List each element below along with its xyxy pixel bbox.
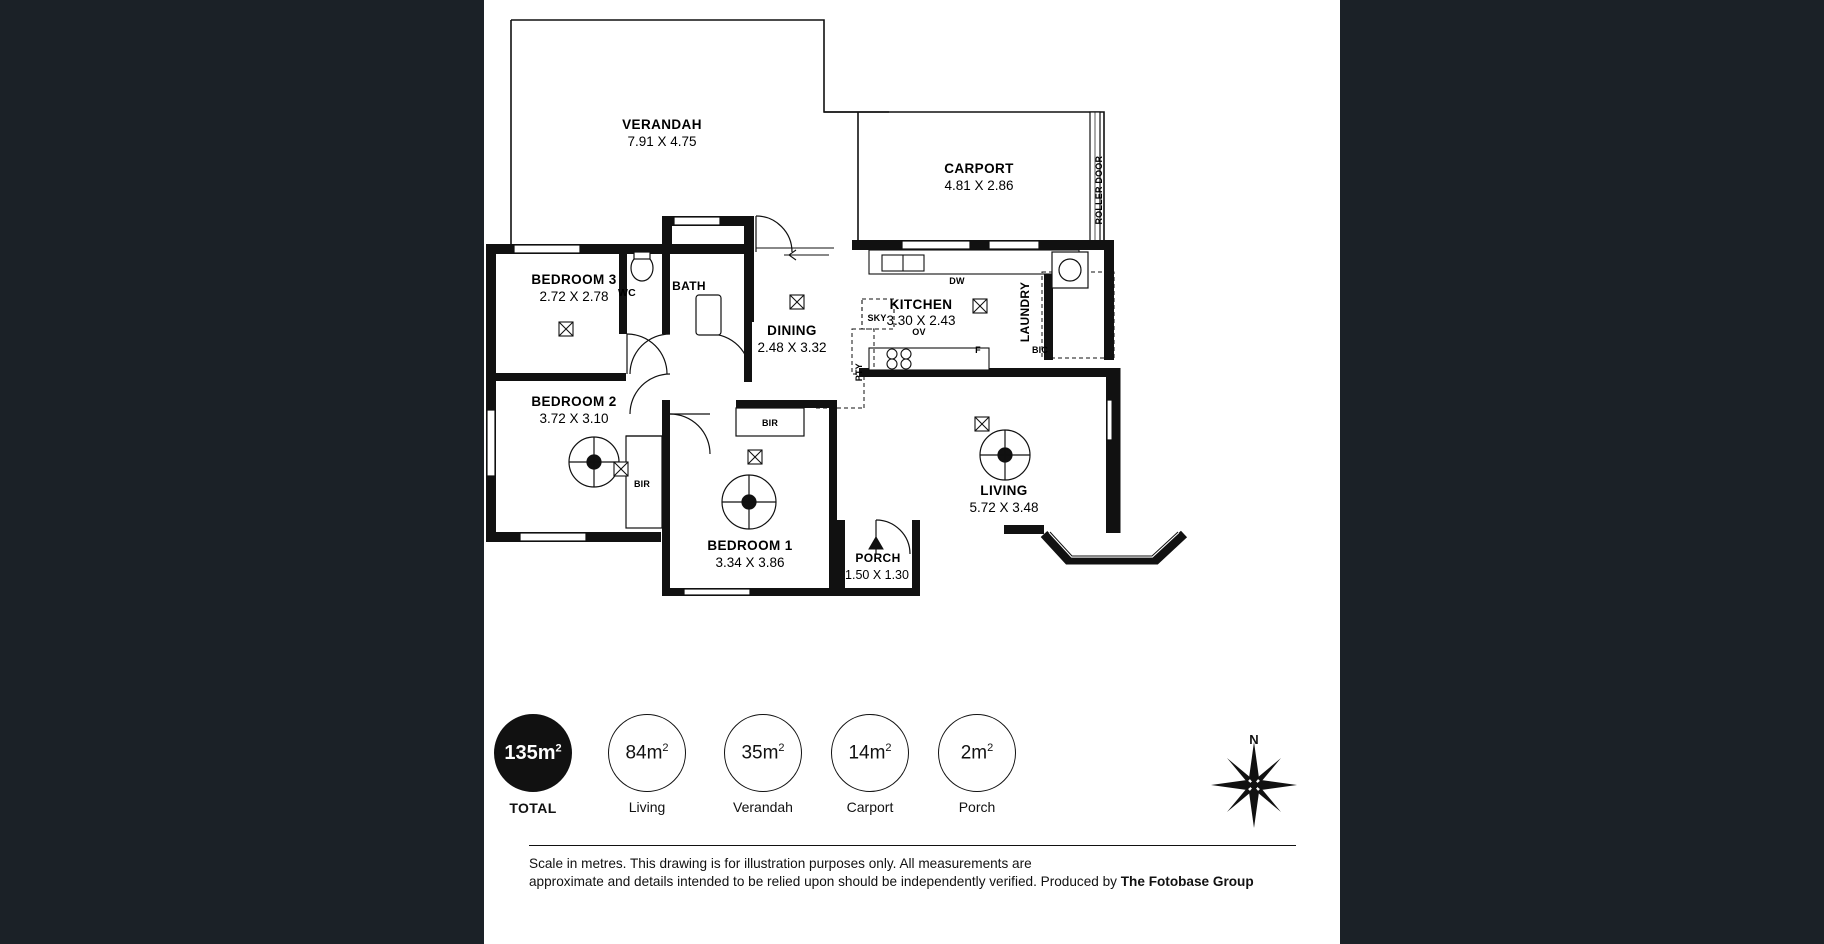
annotation-bir-left: BIR xyxy=(633,479,651,489)
area-badge-porch xyxy=(938,714,1016,792)
room-label-porch: PORCH xyxy=(855,551,901,565)
annotation-roller-door: ROLLER DOOR xyxy=(1093,155,1104,225)
area-value-living: 84m xyxy=(625,742,663,764)
area-badge-living xyxy=(608,714,686,792)
svg-text:N: N xyxy=(1249,732,1259,747)
area-badge-carport xyxy=(831,714,909,792)
area-caption-verandah: Verandah xyxy=(733,799,793,815)
footer-company: The Fotobase Group xyxy=(1120,873,1254,889)
room-label-verandah: VERANDAH xyxy=(622,117,702,132)
footer-produced-by: Produced by xyxy=(1040,873,1121,889)
room-dim-kitchen: 3.30 X 2.43 xyxy=(886,313,956,328)
annotation-pty: PTY xyxy=(853,363,864,382)
area-caption-porch: Porch xyxy=(958,799,996,815)
area-caption-total: TOTAL xyxy=(509,800,557,816)
annotation-dw: DW xyxy=(949,276,965,286)
footer-line-1: Scale in metres. This drawing is for illustration purposes only. All measurements are xyxy=(529,856,1032,871)
area-sup-verandah: 2 xyxy=(778,741,785,754)
area-value-living-wrap xyxy=(625,742,668,764)
room-dim-verandah: 7.91 X 4.75 xyxy=(627,134,697,149)
area-sup-living: 2 xyxy=(662,741,669,754)
room-label-bedroom1: BEDROOM 1 xyxy=(707,538,793,553)
floor-plan-sheet xyxy=(484,0,1340,944)
area-sup-carport: 2 xyxy=(885,741,892,754)
area-badge-verandah xyxy=(724,714,802,792)
room-label-bedroom2: BEDROOM 2 xyxy=(531,394,617,409)
area-caption-carport: Carport xyxy=(846,799,894,815)
room-label-kitchen: KITCHEN xyxy=(889,297,953,312)
room-dim-porch: 1.50 X 1.30 xyxy=(845,568,909,582)
room-label-carport: CARPORT xyxy=(944,161,1014,176)
annotation-bic: BIC xyxy=(1031,345,1049,355)
area-badge-total xyxy=(494,714,572,792)
room-label-bedroom3: BEDROOM 3 xyxy=(531,272,617,287)
room-label-bath: BATH xyxy=(672,279,706,293)
room-dim-bedroom1: 3.34 X 3.86 xyxy=(715,555,785,570)
footer-divider xyxy=(529,845,1296,846)
room-dim-dining: 2.48 X 3.32 xyxy=(757,340,827,355)
room-dim-bedroom3: 2.72 X 2.78 xyxy=(539,289,609,304)
room-dim-living: 5.72 X 3.48 xyxy=(969,500,1039,515)
area-value-carport: 14m xyxy=(848,742,886,764)
area-value-porch: 2m xyxy=(960,742,988,764)
footer-disclaimer xyxy=(529,855,1319,891)
compass-rose-icon xyxy=(1199,730,1309,840)
area-sup-total: 2 xyxy=(555,741,562,754)
room-label-laundry: LAUNDRY xyxy=(1018,281,1033,343)
area-value-total: 135m xyxy=(504,741,556,764)
area-sup-porch: 2 xyxy=(987,741,994,754)
room-label-dining: DINING xyxy=(767,323,817,338)
annotation-sky: SKY xyxy=(867,313,887,323)
annotation-ov: OV xyxy=(912,327,926,337)
room-dim-bedroom2: 3.72 X 3.10 xyxy=(539,411,609,426)
room-label-living: LIVING xyxy=(980,483,1028,498)
room-label-wc: WC xyxy=(617,287,637,299)
footer-line-2: approximate and details intended to be relied upon should be independently verified. xyxy=(529,873,1041,889)
area-value-verandah: 35m xyxy=(741,742,779,764)
annotation-bir-right: BIR xyxy=(761,418,779,428)
area-caption-living: Living xyxy=(628,799,666,815)
footer-line-2-wrap xyxy=(529,873,1319,891)
annotation-f: F xyxy=(975,345,981,355)
room-dim-carport: 4.81 X 2.86 xyxy=(944,178,1014,193)
